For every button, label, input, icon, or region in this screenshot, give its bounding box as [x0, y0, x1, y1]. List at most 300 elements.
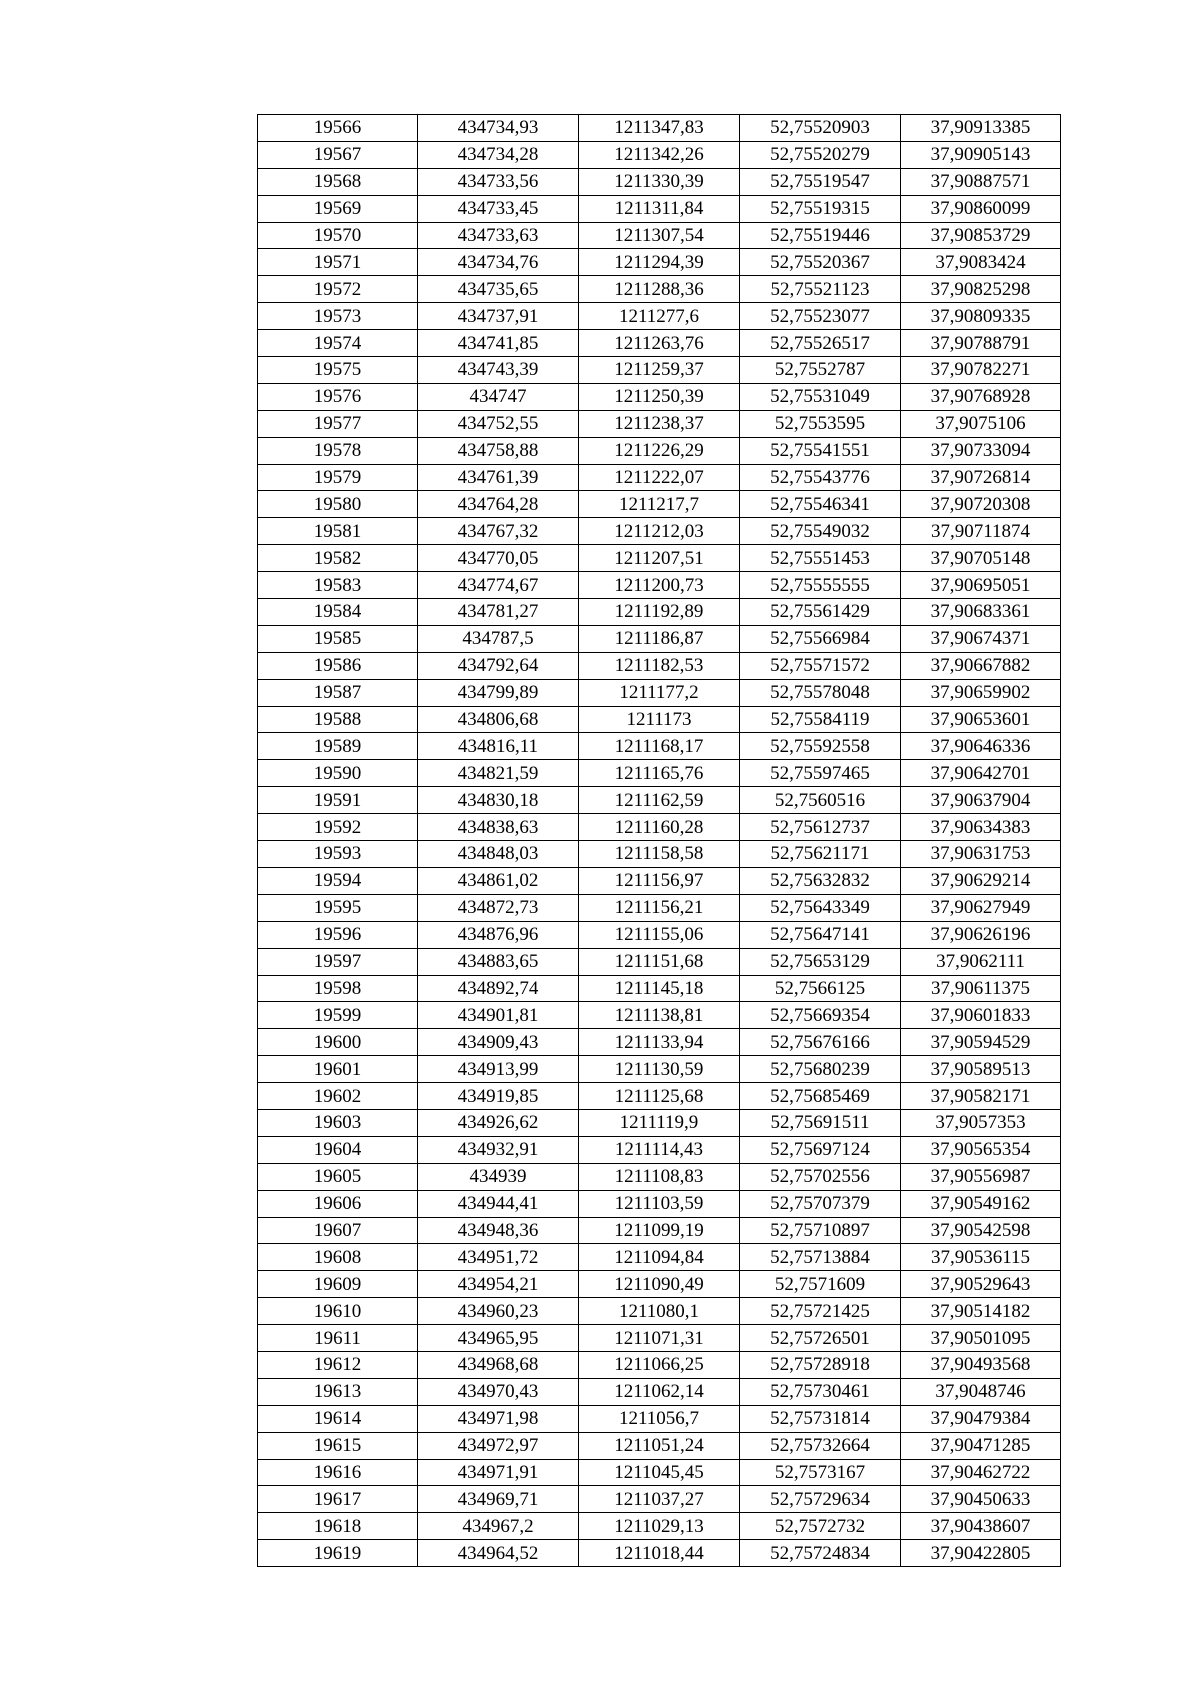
y-coordinate-cell: 1211263,76: [579, 330, 740, 357]
point-number-cell: 19579: [258, 464, 418, 491]
longitude-cell: 37,90634383: [901, 814, 1061, 841]
y-coordinate-cell: 1211094,84: [579, 1244, 740, 1271]
latitude-cell: 52,75643349: [740, 894, 901, 921]
y-coordinate-cell: 1211103,59: [579, 1190, 740, 1217]
y-coordinate-cell: 1211145,18: [579, 975, 740, 1002]
latitude-cell: 52,75612737: [740, 814, 901, 841]
latitude-cell: 52,75680239: [740, 1056, 901, 1083]
latitude-cell: 52,75531049: [740, 383, 901, 410]
y-coordinate-cell: 1211090,49: [579, 1271, 740, 1298]
longitude-cell: 37,90653601: [901, 706, 1061, 733]
x-coordinate-cell: 434901,81: [418, 1002, 579, 1029]
table-row: [258, 276, 1061, 303]
x-coordinate-cell: 434967,2: [418, 1513, 579, 1540]
table-row: [258, 814, 1061, 841]
y-coordinate-cell: 1211347,83: [579, 115, 740, 142]
x-coordinate-cell: 434743,39: [418, 357, 579, 384]
point-number-cell: 19572: [258, 276, 418, 303]
x-coordinate-cell: 434764,28: [418, 491, 579, 518]
table-row: [258, 437, 1061, 464]
point-number-cell: 19584: [258, 599, 418, 626]
table-row: [258, 141, 1061, 168]
x-coordinate-cell: 434774,67: [418, 572, 579, 599]
y-coordinate-cell: 1211250,39: [579, 383, 740, 410]
x-coordinate-cell: 434968,68: [418, 1351, 579, 1378]
table-row: [258, 491, 1061, 518]
point-number-cell: 19583: [258, 572, 418, 599]
y-coordinate-cell: 1211066,25: [579, 1351, 740, 1378]
longitude-cell: 37,90860099: [901, 195, 1061, 222]
y-coordinate-cell: 1211192,89: [579, 599, 740, 626]
longitude-cell: 37,90626196: [901, 921, 1061, 948]
latitude-cell: 52,75721425: [740, 1298, 901, 1325]
y-coordinate-cell: 1211162,59: [579, 787, 740, 814]
x-coordinate-cell: 434761,39: [418, 464, 579, 491]
y-coordinate-cell: 1211151,68: [579, 948, 740, 975]
latitude-cell: 52,75523077: [740, 303, 901, 330]
longitude-cell: 37,90514182: [901, 1298, 1061, 1325]
latitude-cell: 52,75571572: [740, 652, 901, 679]
point-number-cell: 19618: [258, 1513, 418, 1540]
longitude-cell: 37,90450633: [901, 1486, 1061, 1513]
x-coordinate-cell: 434770,05: [418, 545, 579, 572]
y-coordinate-cell: 1211125,68: [579, 1083, 740, 1110]
point-number-cell: 19588: [258, 706, 418, 733]
point-number-cell: 19605: [258, 1163, 418, 1190]
longitude-cell: 37,90594529: [901, 1029, 1061, 1056]
point-number-cell: 19606: [258, 1190, 418, 1217]
y-coordinate-cell: 1211130,59: [579, 1056, 740, 1083]
longitude-cell: 37,90733094: [901, 437, 1061, 464]
longitude-cell: 37,90711874: [901, 518, 1061, 545]
y-coordinate-cell: 1211133,94: [579, 1029, 740, 1056]
y-coordinate-cell: 1211114,43: [579, 1136, 740, 1163]
x-coordinate-cell: 434954,21: [418, 1271, 579, 1298]
latitude-cell: 52,7566125: [740, 975, 901, 1002]
latitude-cell: 52,7571609: [740, 1271, 901, 1298]
longitude-cell: 37,90582171: [901, 1083, 1061, 1110]
y-coordinate-cell: 1211288,36: [579, 276, 740, 303]
latitude-cell: 52,75526517: [740, 330, 901, 357]
y-coordinate-cell: 1211217,7: [579, 491, 740, 518]
table-row: [258, 1163, 1061, 1190]
point-number-cell: 19580: [258, 491, 418, 518]
table-row: [258, 921, 1061, 948]
table-row: [258, 679, 1061, 706]
x-coordinate-cell: 434767,32: [418, 518, 579, 545]
latitude-cell: 52,75519315: [740, 195, 901, 222]
point-number-cell: 19596: [258, 921, 418, 948]
x-coordinate-cell: 434747: [418, 383, 579, 410]
latitude-cell: 52,75541551: [740, 437, 901, 464]
point-number-cell: 19589: [258, 733, 418, 760]
table-row: [258, 1540, 1061, 1567]
x-coordinate-cell: 434734,93: [418, 115, 579, 142]
point-number-cell: 19615: [258, 1432, 418, 1459]
y-coordinate-cell: 1211156,97: [579, 867, 740, 894]
longitude-cell: 37,90720308: [901, 491, 1061, 518]
longitude-cell: 37,90905143: [901, 141, 1061, 168]
point-number-cell: 19570: [258, 222, 418, 249]
x-coordinate-cell: 434972,97: [418, 1432, 579, 1459]
table-row: [258, 410, 1061, 437]
y-coordinate-cell: 1211207,51: [579, 545, 740, 572]
x-coordinate-cell: 434799,89: [418, 679, 579, 706]
y-coordinate-cell: 1211294,39: [579, 249, 740, 276]
y-coordinate-cell: 1211307,54: [579, 222, 740, 249]
point-number-cell: 19585: [258, 625, 418, 652]
point-number-cell: 19581: [258, 518, 418, 545]
y-coordinate-cell: 1211238,37: [579, 410, 740, 437]
y-coordinate-cell: 1211119,9: [579, 1109, 740, 1136]
table-row: [258, 1351, 1061, 1378]
latitude-cell: 52,75584119: [740, 706, 901, 733]
latitude-cell: 52,75561429: [740, 599, 901, 626]
x-coordinate-cell: 434876,96: [418, 921, 579, 948]
longitude-cell: 37,90601833: [901, 1002, 1061, 1029]
table-row: [258, 1325, 1061, 1352]
point-number-cell: 19574: [258, 330, 418, 357]
table-row: [258, 115, 1061, 142]
point-number-cell: 19569: [258, 195, 418, 222]
latitude-cell: 52,75555555: [740, 572, 901, 599]
y-coordinate-cell: 1211277,6: [579, 303, 740, 330]
point-number-cell: 19597: [258, 948, 418, 975]
longitude-cell: 37,90542598: [901, 1217, 1061, 1244]
x-coordinate-cell: 434969,71: [418, 1486, 579, 1513]
x-coordinate-cell: 434737,91: [418, 303, 579, 330]
table-row: [258, 464, 1061, 491]
point-number-cell: 19566: [258, 115, 418, 142]
x-coordinate-cell: 434913,99: [418, 1056, 579, 1083]
table-row: [258, 975, 1061, 1002]
table-row: [258, 1109, 1061, 1136]
point-number-cell: 19613: [258, 1378, 418, 1405]
table-row: [258, 518, 1061, 545]
point-number-cell: 19568: [258, 168, 418, 195]
latitude-cell: 52,75521123: [740, 276, 901, 303]
y-coordinate-cell: 1211182,53: [579, 652, 740, 679]
x-coordinate-cell: 434752,55: [418, 410, 579, 437]
x-coordinate-cell: 434965,95: [418, 1325, 579, 1352]
table-row: [258, 168, 1061, 195]
latitude-cell: 52,75597465: [740, 760, 901, 787]
point-number-cell: 19604: [258, 1136, 418, 1163]
y-coordinate-cell: 1211156,21: [579, 894, 740, 921]
x-coordinate-cell: 434951,72: [418, 1244, 579, 1271]
coordinates-table: [257, 114, 1061, 1567]
latitude-cell: 52,75702556: [740, 1163, 901, 1190]
point-number-cell: 19576: [258, 383, 418, 410]
latitude-cell: 52,75621171: [740, 841, 901, 868]
table-row: [258, 195, 1061, 222]
coordinates-table-body: [258, 115, 1061, 1567]
y-coordinate-cell: 1211160,28: [579, 814, 740, 841]
longitude-cell: 37,9083424: [901, 249, 1061, 276]
table-row: [258, 1083, 1061, 1110]
x-coordinate-cell: 434792,64: [418, 652, 579, 679]
table-row: [258, 894, 1061, 921]
y-coordinate-cell: 1211155,06: [579, 921, 740, 948]
longitude-cell: 37,90631753: [901, 841, 1061, 868]
x-coordinate-cell: 434919,85: [418, 1083, 579, 1110]
point-number-cell: 19608: [258, 1244, 418, 1271]
latitude-cell: 52,75669354: [740, 1002, 901, 1029]
longitude-cell: 37,90695051: [901, 572, 1061, 599]
x-coordinate-cell: 434733,63: [418, 222, 579, 249]
latitude-cell: 52,75519446: [740, 222, 901, 249]
y-coordinate-cell: 1211200,73: [579, 572, 740, 599]
table-row: [258, 545, 1061, 572]
longitude-cell: 37,90501095: [901, 1325, 1061, 1352]
table-row: [258, 1378, 1061, 1405]
latitude-cell: 52,75551453: [740, 545, 901, 572]
y-coordinate-cell: 1211177,2: [579, 679, 740, 706]
longitude-cell: 37,90536115: [901, 1244, 1061, 1271]
point-number-cell: 19571: [258, 249, 418, 276]
longitude-cell: 37,90913385: [901, 115, 1061, 142]
y-coordinate-cell: 1211158,58: [579, 841, 740, 868]
x-coordinate-cell: 434734,76: [418, 249, 579, 276]
table-row: [258, 1271, 1061, 1298]
y-coordinate-cell: 1211108,83: [579, 1163, 740, 1190]
latitude-cell: 52,75710897: [740, 1217, 901, 1244]
longitude-cell: 37,90529643: [901, 1271, 1061, 1298]
longitude-cell: 37,90768928: [901, 383, 1061, 410]
latitude-cell: 52,75520903: [740, 115, 901, 142]
table-row: [258, 706, 1061, 733]
y-coordinate-cell: 1211330,39: [579, 168, 740, 195]
x-coordinate-cell: 434735,65: [418, 276, 579, 303]
point-number-cell: 19567: [258, 141, 418, 168]
y-coordinate-cell: 1211056,7: [579, 1405, 740, 1432]
latitude-cell: 52,75691511: [740, 1109, 901, 1136]
table-row: [258, 787, 1061, 814]
point-number-cell: 19599: [258, 1002, 418, 1029]
latitude-cell: 52,75520367: [740, 249, 901, 276]
longitude-cell: 37,9062111: [901, 948, 1061, 975]
longitude-cell: 37,9075106: [901, 410, 1061, 437]
point-number-cell: 19582: [258, 545, 418, 572]
x-coordinate-cell: 434872,73: [418, 894, 579, 921]
table-row: [258, 330, 1061, 357]
x-coordinate-cell: 434948,36: [418, 1217, 579, 1244]
point-number-cell: 19601: [258, 1056, 418, 1083]
x-coordinate-cell: 434787,5: [418, 625, 579, 652]
table-row: [258, 1486, 1061, 1513]
x-coordinate-cell: 434848,03: [418, 841, 579, 868]
x-coordinate-cell: 434733,45: [418, 195, 579, 222]
point-number-cell: 19616: [258, 1459, 418, 1486]
latitude-cell: 52,75543776: [740, 464, 901, 491]
y-coordinate-cell: 1211222,07: [579, 464, 740, 491]
latitude-cell: 52,75632832: [740, 867, 901, 894]
point-number-cell: 19590: [258, 760, 418, 787]
y-coordinate-cell: 1211311,84: [579, 195, 740, 222]
x-coordinate-cell: 434830,18: [418, 787, 579, 814]
table-row: [258, 1244, 1061, 1271]
point-number-cell: 19611: [258, 1325, 418, 1352]
point-number-cell: 19610: [258, 1298, 418, 1325]
table-row: [258, 948, 1061, 975]
table-row: [258, 625, 1061, 652]
x-coordinate-cell: 434939: [418, 1163, 579, 1190]
point-number-cell: 19619: [258, 1540, 418, 1567]
y-coordinate-cell: 1211080,1: [579, 1298, 740, 1325]
latitude-cell: 52,75728918: [740, 1351, 901, 1378]
longitude-cell: 37,90853729: [901, 222, 1061, 249]
latitude-cell: 52,7553595: [740, 410, 901, 437]
longitude-cell: 37,90726814: [901, 464, 1061, 491]
point-number-cell: 19598: [258, 975, 418, 1002]
table-row: [258, 760, 1061, 787]
point-number-cell: 19573: [258, 303, 418, 330]
x-coordinate-cell: 434892,74: [418, 975, 579, 1002]
longitude-cell: 37,90627949: [901, 894, 1061, 921]
x-coordinate-cell: 434883,65: [418, 948, 579, 975]
table-row: [258, 1029, 1061, 1056]
latitude-cell: 52,75578048: [740, 679, 901, 706]
table-row: [258, 733, 1061, 760]
longitude-cell: 37,90438607: [901, 1513, 1061, 1540]
x-coordinate-cell: 434733,56: [418, 168, 579, 195]
point-number-cell: 19609: [258, 1271, 418, 1298]
table-row: [258, 1459, 1061, 1486]
longitude-cell: 37,90659902: [901, 679, 1061, 706]
table-row: [258, 249, 1061, 276]
latitude-cell: 52,75566984: [740, 625, 901, 652]
latitude-cell: 52,75592558: [740, 733, 901, 760]
longitude-cell: 37,90462722: [901, 1459, 1061, 1486]
y-coordinate-cell: 1211342,26: [579, 141, 740, 168]
latitude-cell: 52,7572732: [740, 1513, 901, 1540]
longitude-cell: 37,90788791: [901, 330, 1061, 357]
point-number-cell: 19607: [258, 1217, 418, 1244]
table-row: [258, 383, 1061, 410]
table-row: [258, 357, 1061, 384]
point-number-cell: 19586: [258, 652, 418, 679]
table-row: [258, 1056, 1061, 1083]
latitude-cell: 52,75676166: [740, 1029, 901, 1056]
point-number-cell: 19617: [258, 1486, 418, 1513]
x-coordinate-cell: 434741,85: [418, 330, 579, 357]
longitude-cell: 37,90479384: [901, 1405, 1061, 1432]
longitude-cell: 37,90782271: [901, 357, 1061, 384]
x-coordinate-cell: 434734,28: [418, 141, 579, 168]
longitude-cell: 37,90493568: [901, 1351, 1061, 1378]
table-row: [258, 1217, 1061, 1244]
longitude-cell: 37,90646336: [901, 733, 1061, 760]
latitude-cell: 52,7560516: [740, 787, 901, 814]
latitude-cell: 52,75724834: [740, 1540, 901, 1567]
point-number-cell: 19602: [258, 1083, 418, 1110]
table-row: [258, 1136, 1061, 1163]
longitude-cell: 37,90825298: [901, 276, 1061, 303]
y-coordinate-cell: 1211051,24: [579, 1432, 740, 1459]
latitude-cell: 52,7573167: [740, 1459, 901, 1486]
longitude-cell: 37,90549162: [901, 1190, 1061, 1217]
longitude-cell: 37,90629214: [901, 867, 1061, 894]
y-coordinate-cell: 1211186,87: [579, 625, 740, 652]
longitude-cell: 37,9057353: [901, 1109, 1061, 1136]
y-coordinate-cell: 1211037,27: [579, 1486, 740, 1513]
y-coordinate-cell: 1211173: [579, 706, 740, 733]
x-coordinate-cell: 434806,68: [418, 706, 579, 733]
x-coordinate-cell: 434861,02: [418, 867, 579, 894]
y-coordinate-cell: 1211062,14: [579, 1378, 740, 1405]
y-coordinate-cell: 1211045,45: [579, 1459, 740, 1486]
longitude-cell: 37,90637904: [901, 787, 1061, 814]
table-row: [258, 652, 1061, 679]
point-number-cell: 19603: [258, 1109, 418, 1136]
table-row: [258, 1002, 1061, 1029]
x-coordinate-cell: 434758,88: [418, 437, 579, 464]
longitude-cell: 37,9048746: [901, 1378, 1061, 1405]
table-row: [258, 1190, 1061, 1217]
latitude-cell: 52,75713884: [740, 1244, 901, 1271]
longitude-cell: 37,90422805: [901, 1540, 1061, 1567]
longitude-cell: 37,90667882: [901, 652, 1061, 679]
longitude-cell: 37,90809335: [901, 303, 1061, 330]
table-row: [258, 841, 1061, 868]
latitude-cell: 52,75726501: [740, 1325, 901, 1352]
point-number-cell: 19593: [258, 841, 418, 868]
point-number-cell: 19612: [258, 1351, 418, 1378]
point-number-cell: 19591: [258, 787, 418, 814]
latitude-cell: 52,75732664: [740, 1432, 901, 1459]
table-row: [258, 867, 1061, 894]
latitude-cell: 52,75731814: [740, 1405, 901, 1432]
x-coordinate-cell: 434781,27: [418, 599, 579, 626]
x-coordinate-cell: 434971,91: [418, 1459, 579, 1486]
x-coordinate-cell: 434971,98: [418, 1405, 579, 1432]
latitude-cell: 52,75729634: [740, 1486, 901, 1513]
latitude-cell: 52,75647141: [740, 921, 901, 948]
longitude-cell: 37,90565354: [901, 1136, 1061, 1163]
latitude-cell: 52,75520279: [740, 141, 901, 168]
y-coordinate-cell: 1211259,37: [579, 357, 740, 384]
table-row: [258, 1432, 1061, 1459]
point-number-cell: 19577: [258, 410, 418, 437]
y-coordinate-cell: 1211099,19: [579, 1217, 740, 1244]
longitude-cell: 37,90589513: [901, 1056, 1061, 1083]
table-row: [258, 1298, 1061, 1325]
point-number-cell: 19594: [258, 867, 418, 894]
table-row: [258, 1405, 1061, 1432]
x-coordinate-cell: 434944,41: [418, 1190, 579, 1217]
point-number-cell: 19578: [258, 437, 418, 464]
longitude-cell: 37,90642701: [901, 760, 1061, 787]
longitude-cell: 37,90683361: [901, 599, 1061, 626]
x-coordinate-cell: 434932,91: [418, 1136, 579, 1163]
latitude-cell: 52,75707379: [740, 1190, 901, 1217]
x-coordinate-cell: 434970,43: [418, 1378, 579, 1405]
x-coordinate-cell: 434964,52: [418, 1540, 579, 1567]
y-coordinate-cell: 1211165,76: [579, 760, 740, 787]
y-coordinate-cell: 1211226,29: [579, 437, 740, 464]
latitude-cell: 52,75697124: [740, 1136, 901, 1163]
x-coordinate-cell: 434838,63: [418, 814, 579, 841]
x-coordinate-cell: 434816,11: [418, 733, 579, 760]
table-row: [258, 303, 1061, 330]
point-number-cell: 19600: [258, 1029, 418, 1056]
y-coordinate-cell: 1211018,44: [579, 1540, 740, 1567]
point-number-cell: 19614: [258, 1405, 418, 1432]
point-number-cell: 19575: [258, 357, 418, 384]
latitude-cell: 52,75549032: [740, 518, 901, 545]
y-coordinate-cell: 1211071,31: [579, 1325, 740, 1352]
x-coordinate-cell: 434960,23: [418, 1298, 579, 1325]
